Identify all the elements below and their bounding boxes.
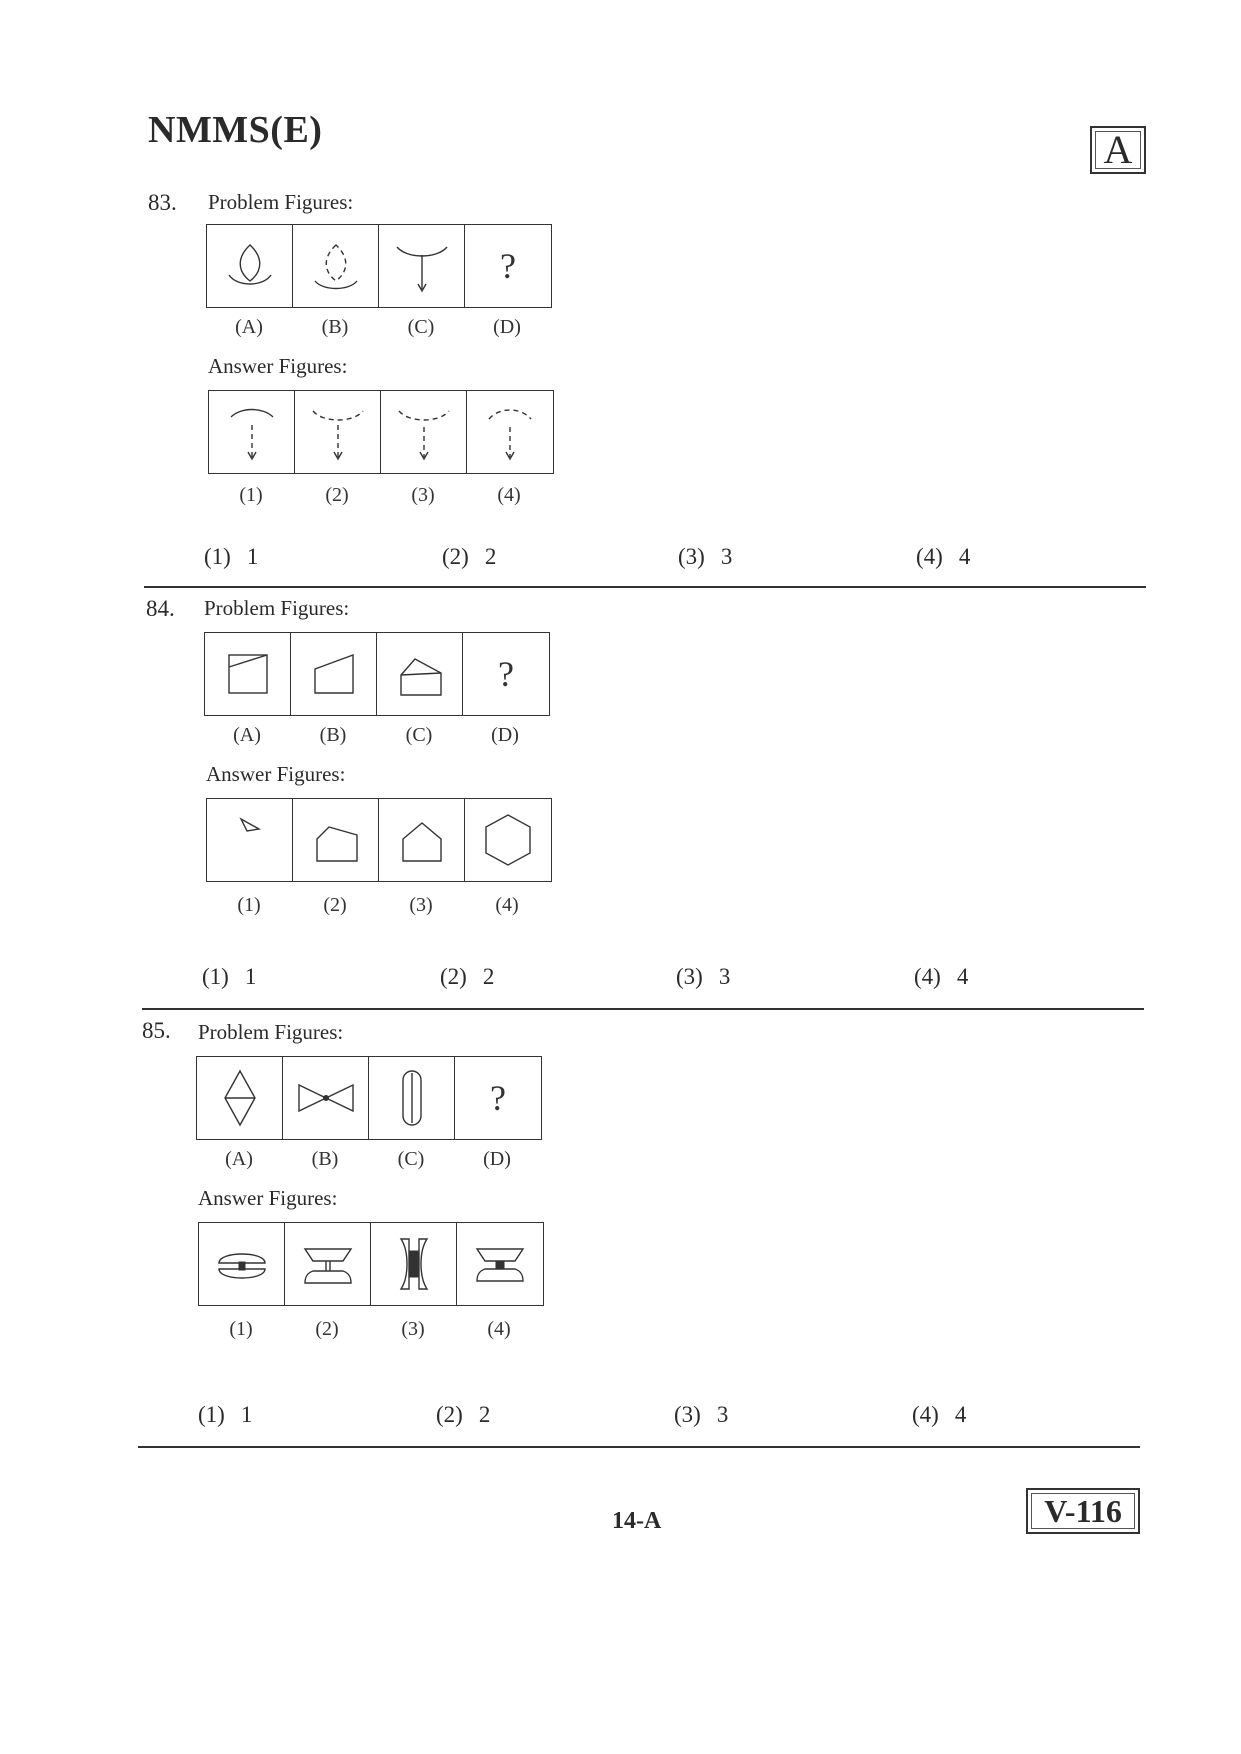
problem-captions	[204, 724, 548, 747]
problem-figure-a	[197, 1057, 283, 1139]
dashed-arc-up-arrow-figure	[475, 397, 545, 467]
problem-figure-c	[369, 1057, 455, 1139]
problem-figures-label: Problem Figures:	[198, 1020, 344, 1044]
dashed-arc-down-arrow-figure-alt	[389, 397, 459, 467]
option-4[interactable]: (4) 4	[912, 1402, 967, 1427]
option-2[interactable]: (2) 2	[440, 964, 495, 989]
caption-c: (C)	[407, 316, 435, 338]
caption-a: (A)	[235, 316, 263, 338]
caption-b: (B)	[311, 1148, 339, 1170]
answer-options	[0, 1402, 1241, 1432]
caption-3: (3)	[411, 484, 435, 506]
answer-captions	[206, 894, 550, 917]
problem-captions	[206, 316, 550, 339]
caption-b: (B)	[321, 316, 349, 338]
vertical-halves-figure	[379, 1229, 449, 1299]
answer-figures-row	[206, 798, 552, 882]
option-1[interactable]: (1) 1	[198, 1402, 253, 1427]
problem-figures-label: Problem Figures:	[208, 190, 354, 214]
problem-figure-b	[283, 1057, 369, 1139]
problem-figures-row	[204, 632, 550, 716]
answer-figure-3	[371, 1223, 457, 1305]
question-mark: ?	[500, 246, 516, 286]
answer-figure-3	[381, 391, 467, 473]
set-label-box: A	[1090, 126, 1146, 174]
problem-figure-a	[207, 225, 293, 307]
option-3[interactable]: (3) 3	[674, 1402, 729, 1427]
caption-1: (1)	[239, 484, 263, 506]
answer-figures-label: Answer Figures:	[206, 762, 346, 786]
page-number: 14-A	[612, 1508, 662, 1534]
answer-figures-label: Answer Figures:	[208, 354, 348, 378]
caption-d: (D)	[493, 316, 521, 338]
problem-figures-row	[196, 1056, 542, 1140]
answer-figures-label: Answer Figures:	[198, 1186, 338, 1210]
leaf-arc-figure	[215, 231, 285, 301]
answer-figure-4	[467, 391, 553, 473]
problem-figure-d	[463, 633, 549, 715]
answer-figure-2	[293, 799, 379, 881]
rounded-halves-figure	[207, 1229, 277, 1299]
question-mark: ?	[490, 1078, 506, 1118]
option-3[interactable]: (3) 3	[676, 964, 731, 989]
house-pentagon-figure	[385, 639, 455, 709]
problem-figure-d	[465, 225, 551, 307]
square-diagonal-figure	[213, 639, 283, 709]
dashed-leaf-arc-figure	[301, 231, 371, 301]
problem-figures-label: Problem Figures:	[204, 596, 350, 620]
cut-square-figure	[299, 639, 369, 709]
caption-3: (3)	[401, 1318, 425, 1340]
trapezoid-halves-figure	[293, 1229, 363, 1299]
answer-figure-1	[209, 391, 295, 473]
diamond-figure	[205, 1063, 275, 1133]
answer-figure-4	[457, 1223, 543, 1305]
question-number: 84.	[146, 596, 175, 621]
answer-figure-4	[465, 799, 551, 881]
option-1[interactable]: (1) 1	[204, 544, 259, 569]
caption-d: (D)	[491, 724, 519, 746]
question-number: 83.	[148, 190, 177, 215]
caption-d: (D)	[483, 1148, 511, 1170]
answer-figure-2	[295, 391, 381, 473]
answer-figures-row	[198, 1222, 544, 1306]
arc-up-dashed-arrow-figure	[217, 397, 287, 467]
option-3[interactable]: (3) 3	[678, 544, 733, 569]
question-divider	[142, 1008, 1144, 1010]
caption-a: (A)	[225, 1148, 253, 1170]
problem-figures-row	[206, 224, 552, 308]
answer-figures-row	[208, 390, 554, 474]
problem-figure-a	[205, 633, 291, 715]
question-divider	[144, 586, 1146, 588]
problem-figure-d	[455, 1057, 541, 1139]
question-mark: ?	[498, 654, 514, 694]
bow-tie-figure	[291, 1063, 361, 1133]
problem-figure-b	[291, 633, 377, 715]
irregular-pentagon-figure	[301, 805, 371, 875]
trapezoid-halves-filled-figure	[465, 1229, 535, 1299]
arc-arrow-figure	[387, 231, 457, 301]
caption-1: (1)	[229, 1318, 253, 1340]
caption-2: (2)	[315, 1318, 339, 1340]
exam-code-title: NMMS(E)	[148, 109, 323, 151]
answer-figure-2	[285, 1223, 371, 1305]
paper-code-box: V-116	[1026, 1488, 1140, 1534]
question-divider	[138, 1446, 1140, 1448]
hexagon-figure	[473, 805, 543, 875]
caption-c: (C)	[397, 1148, 425, 1170]
answer-captions	[208, 484, 552, 507]
caption-4: (4)	[497, 484, 521, 506]
caption-2: (2)	[325, 484, 349, 506]
capsule-figure	[377, 1063, 447, 1133]
option-4[interactable]: (4) 4	[914, 964, 969, 989]
caption-c: (C)	[405, 724, 433, 746]
problem-figure-c	[379, 225, 465, 307]
dashed-arc-down-arrow-figure	[303, 397, 373, 467]
caption-2: (2)	[323, 894, 347, 916]
caption-4: (4)	[487, 1318, 511, 1340]
option-2[interactable]: (2) 2	[442, 544, 497, 569]
small-triangle-figure	[215, 805, 285, 875]
answer-figure-3	[379, 799, 465, 881]
caption-a: (A)	[233, 724, 261, 746]
regular-house-pentagon-figure	[387, 805, 457, 875]
answer-captions	[198, 1318, 542, 1341]
answer-figure-1	[207, 799, 293, 881]
option-2[interactable]: (2) 2	[436, 1402, 491, 1427]
problem-figure-b	[293, 225, 379, 307]
caption-b: (B)	[319, 724, 347, 746]
option-1[interactable]: (1) 1	[202, 964, 257, 989]
answer-options	[0, 544, 1241, 574]
option-4[interactable]: (4) 4	[916, 544, 971, 569]
answer-figure-1	[199, 1223, 285, 1305]
problem-figure-c	[377, 633, 463, 715]
caption-1: (1)	[237, 894, 261, 916]
caption-3: (3)	[409, 894, 433, 916]
answer-options	[0, 964, 1241, 994]
problem-captions	[196, 1148, 540, 1171]
caption-4: (4)	[495, 894, 519, 916]
question-number: 85.	[142, 1018, 171, 1043]
